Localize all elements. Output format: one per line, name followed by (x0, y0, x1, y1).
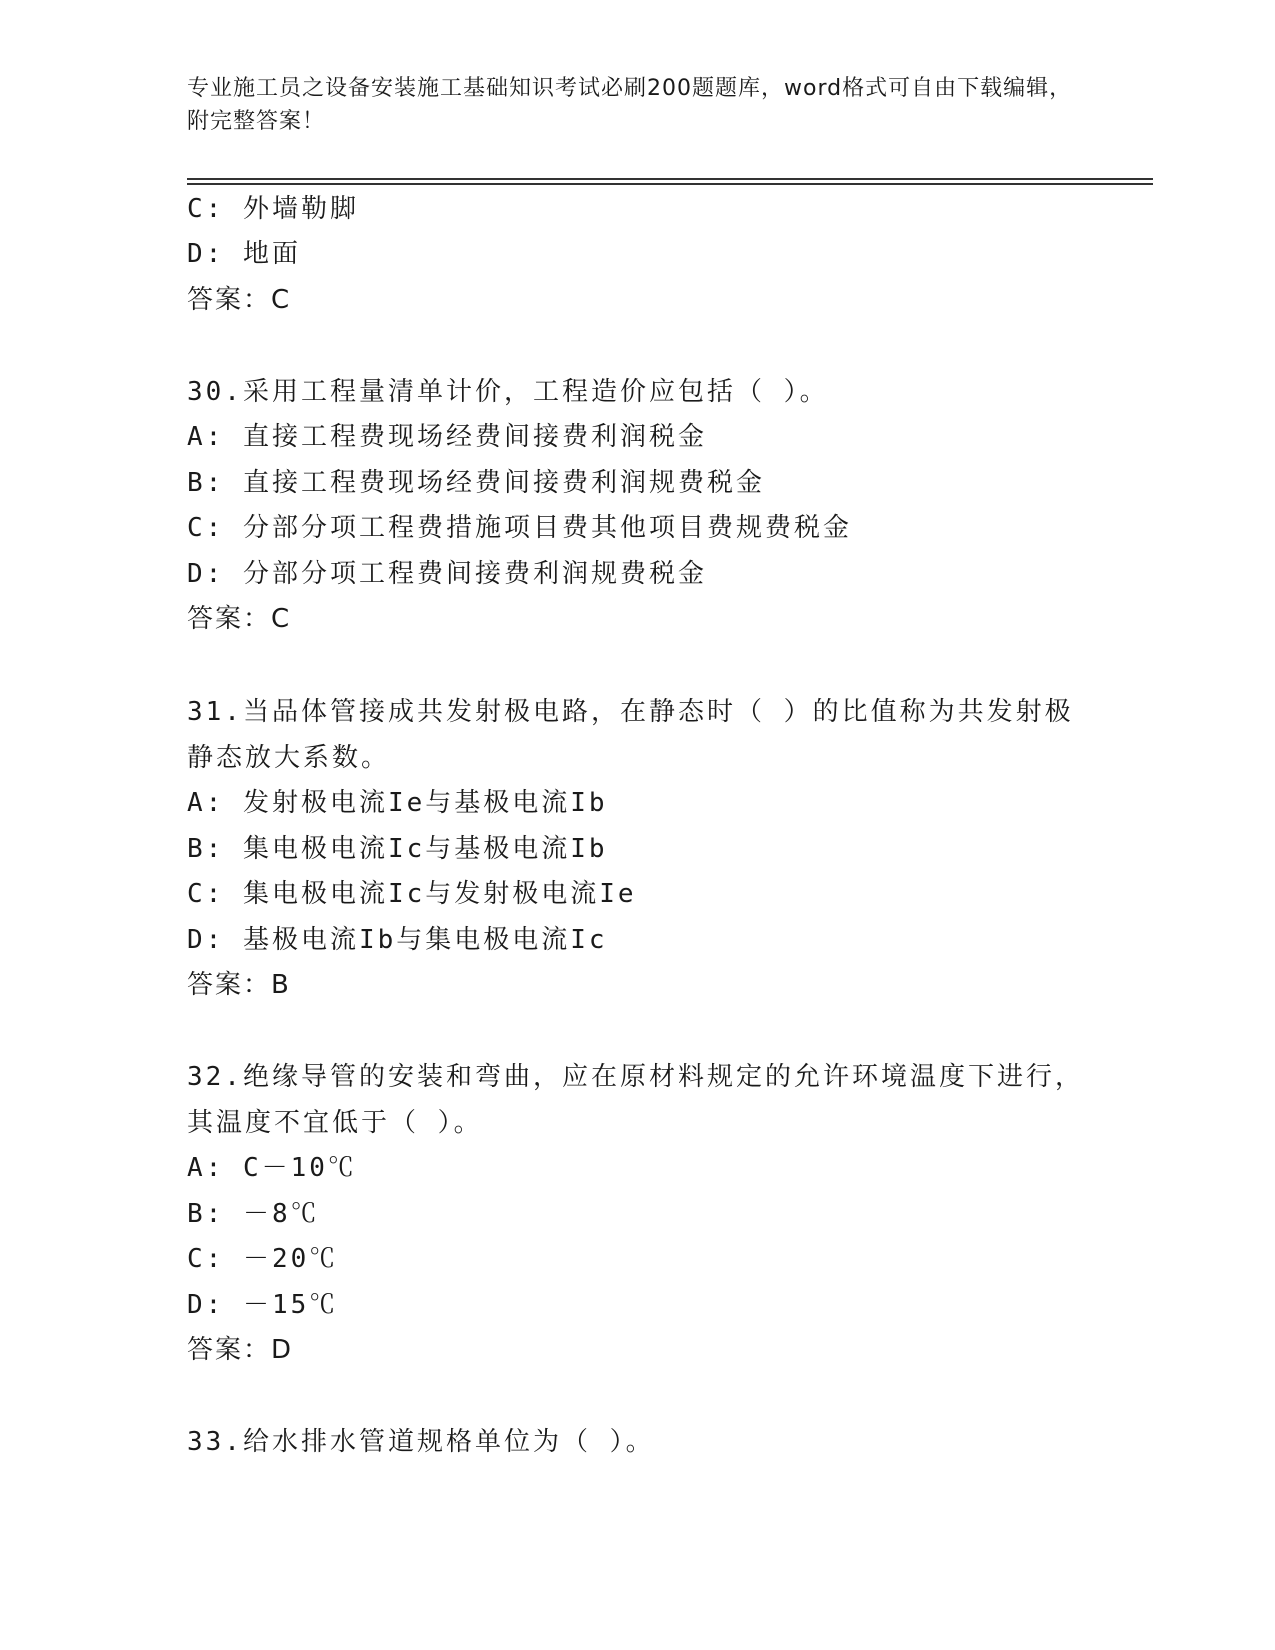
question-text: 31.当品体管接成共发射极电路，在静态时（ ）的比值称为共发射极 (187, 697, 1074, 727)
document-header: 专业施工员之设备安装施工基础知识考试必刷200题题库，word格式可自由下载编辑，附完整答案！ (187, 76, 1073, 134)
option-line: B: 直接工程费现场经费间接费利润规费税金 (187, 468, 765, 498)
option-line: C: 集电极电流Ic与发射极电流Ie (187, 879, 637, 909)
question-text: 30.采用工程量清单计价，工程造价应包括（ ）。 (187, 377, 829, 407)
option-line: B: －8℃ (187, 1199, 320, 1229)
answer-line: 答案：B (187, 970, 291, 1000)
option-line: D: 地面 (187, 239, 301, 269)
option-line: C: －20℃ (187, 1244, 339, 1274)
header-rule-top (187, 178, 1153, 180)
option-line: C: 分部分项工程费措施项目费其他项目费规费税金 (187, 513, 852, 543)
header-rule-bottom (187, 183, 1153, 185)
option-line: B: 集电极电流Ic与基极电流Ib (187, 834, 608, 864)
option-line: D: 分部分项工程费间接费利润规费税金 (187, 559, 707, 589)
question-text: 静态放大系数。 (187, 743, 391, 773)
option-line: A: C－10℃ (187, 1153, 357, 1183)
answer-line: 答案：D (187, 1335, 294, 1365)
option-line: D: －15℃ (187, 1290, 339, 1320)
question-text: 32.绝缘导管的安装和弯曲，应在原材料规定的允许环境温度下进行， (187, 1062, 1084, 1092)
question-text: 其温度不宜低于（ ）。 (187, 1108, 483, 1138)
option-line: A: 发射极电流Ie与基极电流Ib (187, 788, 608, 818)
answer-line: 答案：C (187, 285, 292, 315)
option-line: A: 直接工程费现场经费间接费利润税金 (187, 422, 707, 452)
answer-line: 答案：C (187, 604, 292, 634)
option-line: C: 外墙勒脚 (187, 194, 359, 224)
option-line: D: 基极电流Ib与集电极电流Ic (187, 925, 608, 955)
question-text: 33.给水排水管道规格单位为（ ）。 (187, 1427, 655, 1457)
